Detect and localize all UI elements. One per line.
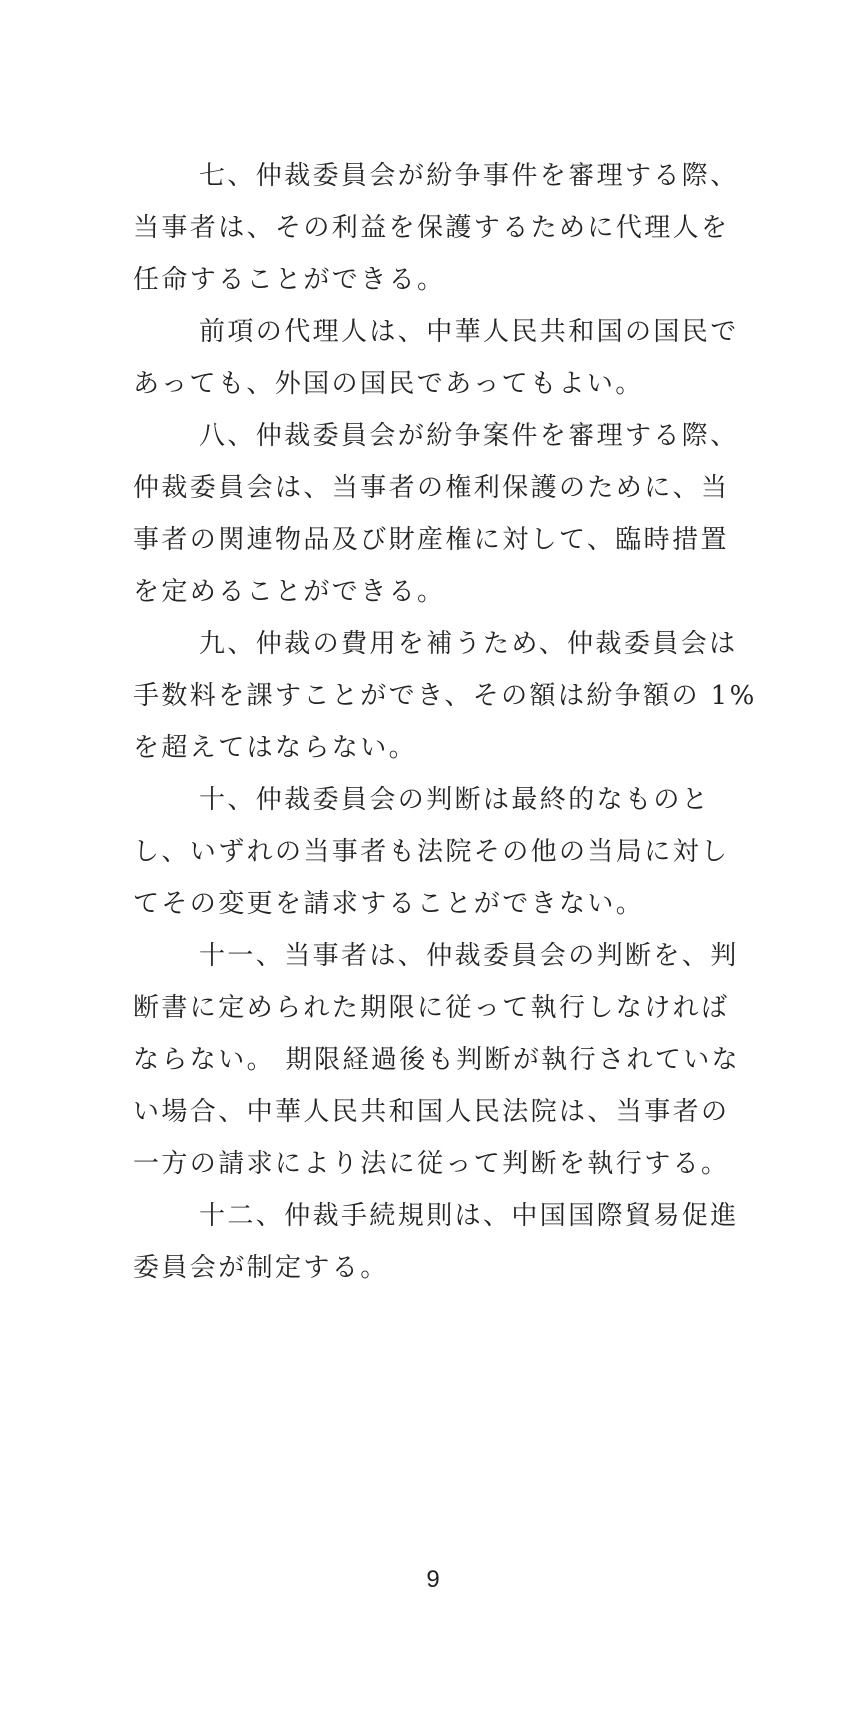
paragraph-10-line-3: てその変更を請求することができない。 <box>133 889 645 919</box>
paragraph-9-line-1: 九、仲裁の費用を補うため、仲裁委員会は <box>199 629 738 659</box>
paragraph-11-line-1: 十一、当事者は、仲裁委員会の判断を、判 <box>199 941 739 971</box>
paragraph-9-line-2: 手数料を課すことができ、その額は紛争額の 1% <box>133 681 757 711</box>
paragraph-8-line-2: 仲裁委員会は、当事者の権利保護のために、当 <box>133 473 730 503</box>
paragraph-11-line-2: 断書に定められた期限に従って執行しなければ <box>133 993 730 1023</box>
paragraph-7-line-2: 当事者は、その利益を保護するために代理人を <box>133 213 730 243</box>
paragraph-11-line-4: い場合、中華人民共和国人民法院は、当事者の <box>133 1097 730 1127</box>
paragraph-7b-line-1: 前項の代理人は、中華人民共和国の国民で <box>199 317 739 347</box>
paragraph-7-line-1: 七、仲裁委員会が紛争事件を審理する際、 <box>199 161 739 191</box>
paragraph-8-line-4: を定めることができる。 <box>133 577 446 607</box>
document-body <box>133 150 757 1294</box>
paragraph-8-line-1: 八、仲裁委員会が紛争案件を審理する際、 <box>199 421 739 451</box>
paragraph-9-line-3: を超えてはならない。 <box>133 733 418 763</box>
paragraph-11-line-5: 一方の請求により法に従って判断を執行する。 <box>133 1149 730 1179</box>
page-number: 9 <box>426 1566 440 1593</box>
paragraph-12-line-2: 委員会が制定する。 <box>133 1253 389 1283</box>
paragraph-11-line-3: ならない。 期限経過後も判断が執行されていな <box>133 1045 741 1075</box>
paragraph-7b-line-2: あっても、外国の国民であってもよい。 <box>133 369 644 399</box>
paragraph-10-line-2: し、いずれの当事者も法院その他の当局に対し <box>133 837 730 867</box>
paragraph-8-line-3: 事者の関連物品及び財産権に対して、臨時措置 <box>133 525 729 555</box>
paragraph-10-line-1: 十、仲裁委員会の判断は最終的なものと <box>199 785 711 815</box>
paragraph-7-line-3: 任命することができる。 <box>133 265 446 295</box>
paragraph-12-line-1: 十二、仲裁手続規則は、中国国際貿易促進 <box>199 1201 739 1231</box>
